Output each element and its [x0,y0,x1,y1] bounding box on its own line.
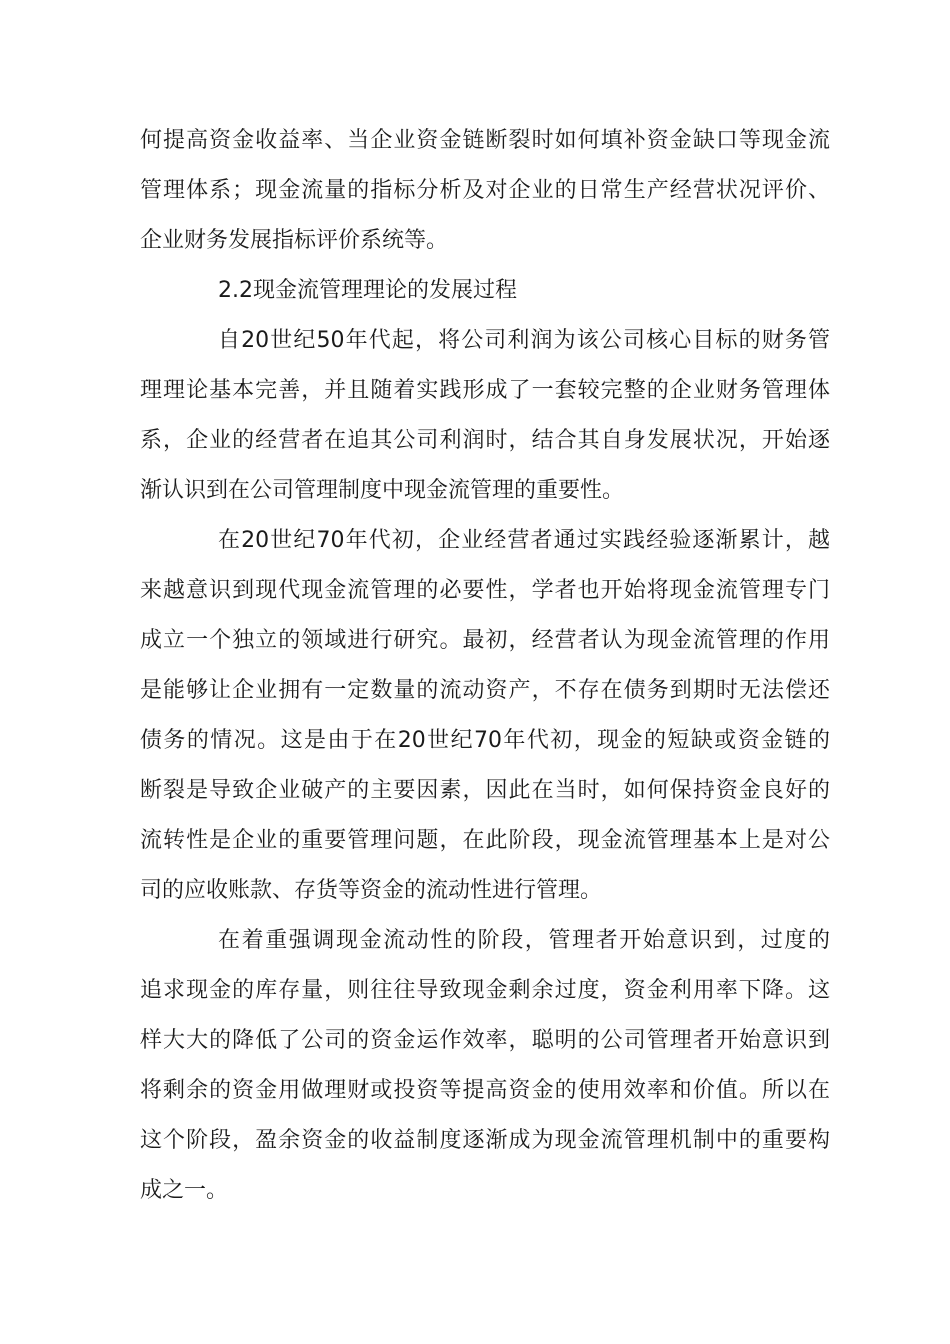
paragraph-line: 来越意识到现代现金流管理的必要性，学者也开始将现金流管理专门 [140,578,830,603]
paragraph-line: 成之一。 [140,1178,229,1203]
paragraph-line: 将剩余的资金用做理财或投资等提高资金的使用效率和价值。所以在 [140,1078,830,1103]
paragraph-line: 样大大的降低了公司的资金运作效率，聪明的公司管理者开始意识到 [140,1028,830,1053]
paragraph-line: 司的应收账款、存货等资金的流动性进行管理。 [140,878,603,903]
paragraph-line: 何提高资金收益率、当企业资金链断裂时如何填补资金缺口等现金流 [140,128,830,153]
paragraph-line: 是能够让企业拥有一定数量的流动资产，不存在债务到期时无法偿还 [140,678,830,703]
paragraph-line: 系，企业的经营者在追其公司利润时，结合其自身发展状况，开始逐 [140,428,830,453]
paragraph-line: 渐认识到在公司管理制度中现金流管理的重要性。 [140,478,625,503]
paragraph-line: 企业财务发展指标评价系统等。 [140,228,449,253]
paragraph-line: 这个阶段，盈余资金的收益制度逐渐成为现金流管理机制中的重要构 [140,1128,830,1153]
section-heading: 2.2现金流管理理论的发展过程 [218,278,517,303]
paragraph-line: 成立一个独立的领域进行研究。最初，经营者认为现金流管理的作用 [140,628,830,653]
paragraph-line: 断裂是导致企业破产的主要因素，因此在当时，如何保持资金良好的 [140,778,830,803]
paragraph-line: 管理体系；现金流量的指标分析及对企业的日常生产经营状况评价、 [140,178,830,203]
paragraph-line: 在着重强调现金流动性的阶段，管理者开始意识到，过度的 [218,928,830,953]
paragraph-line: 自20世纪50年代起，将公司利润为该公司核心目标的财务管 [218,328,830,353]
paragraph-line: 债务的情况。这是由于在20世纪70年代初，现金的短缺或资金链的 [140,728,830,753]
paragraph-line: 流转性是企业的重要管理问题，在此阶段，现金流管理基本上是对公 [140,828,830,853]
paragraph-line: 追求现金的库存量，则往往导致现金剩余过度，资金利用率下降。这 [140,978,830,1003]
paragraph-line: 在20世纪70年代初，企业经营者通过实践经验逐渐累计，越 [218,528,830,553]
paragraph-line: 理理论基本完善，并且随着实践形成了一套较完整的企业财务管理体 [140,378,830,403]
